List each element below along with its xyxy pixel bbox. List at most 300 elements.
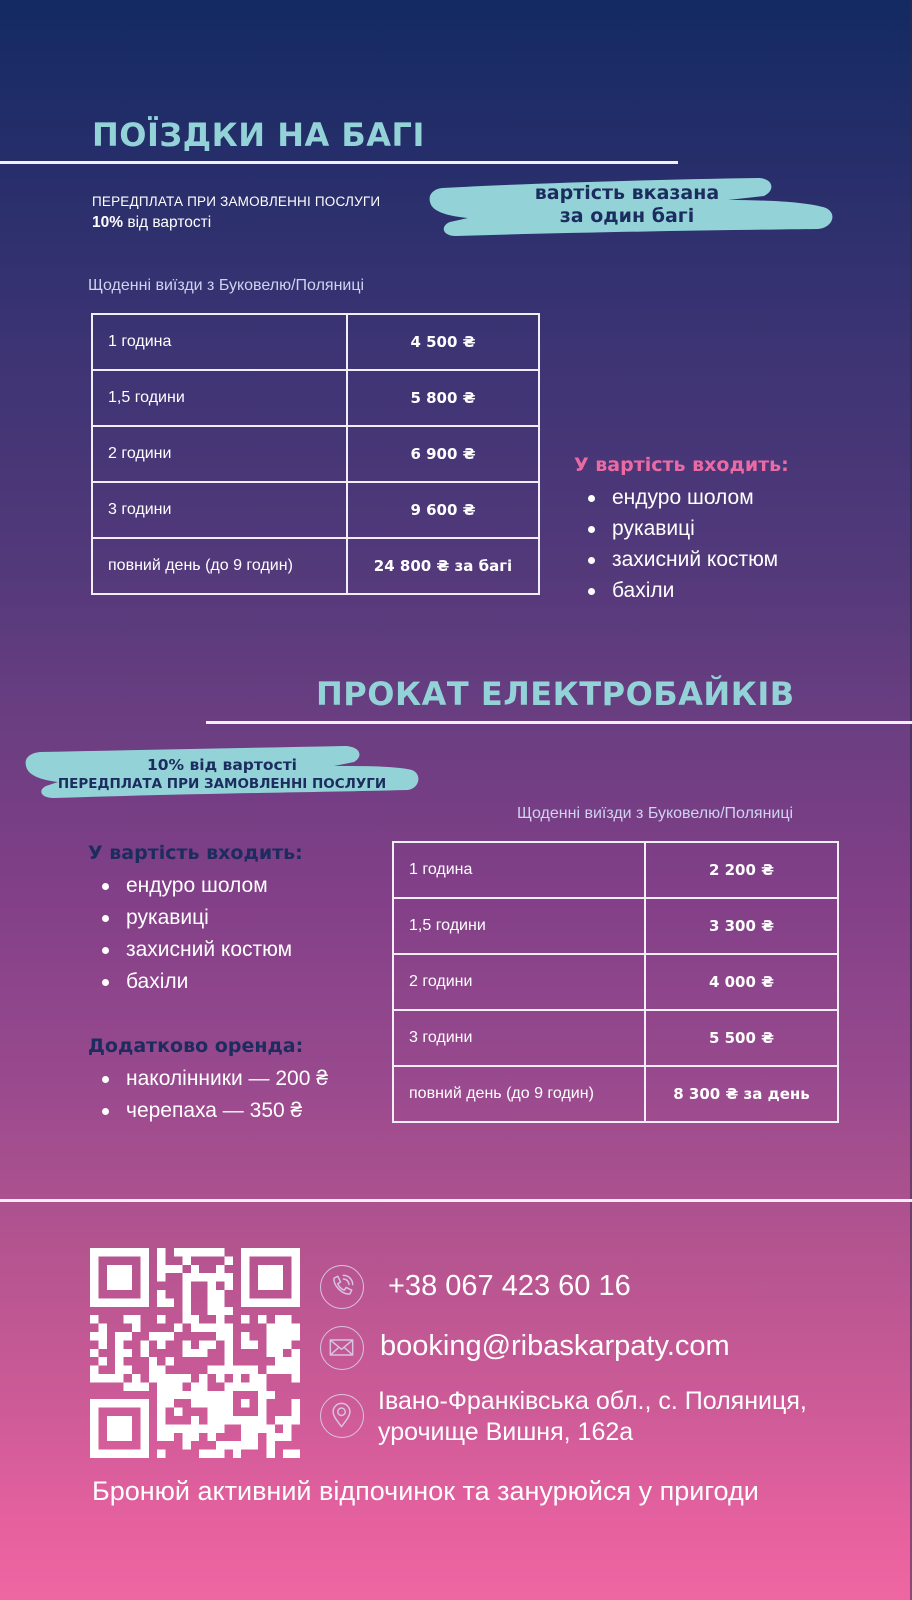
qr-module — [107, 1298, 115, 1306]
qr-module — [140, 1290, 148, 1298]
qr-module — [124, 1424, 132, 1432]
buggy-prepay-suffix: від вартості — [123, 214, 212, 231]
qr-module — [182, 1282, 190, 1290]
phone-number[interactable]: +38 067 423 60 16 — [388, 1270, 631, 1302]
qr-module — [199, 1273, 207, 1281]
qr-module — [292, 1290, 300, 1298]
qr-module — [208, 1366, 216, 1374]
qr-module — [216, 1248, 224, 1256]
qr-module — [174, 1374, 182, 1382]
qr-module — [224, 1382, 232, 1390]
qr-module — [266, 1248, 274, 1256]
buggy-prepay-percent: 10% — [92, 214, 124, 231]
qr-module — [208, 1391, 216, 1399]
qr-module — [124, 1366, 132, 1374]
list-item: захисний костюм — [88, 934, 292, 966]
qr-module — [107, 1248, 115, 1256]
qr-module — [241, 1366, 249, 1374]
buggy-daily-trips: Щоденні виїзди з Буковелю/Поляниці — [88, 277, 365, 294]
qr-module — [182, 1349, 190, 1357]
qr-module — [132, 1315, 140, 1323]
qr-module — [250, 1340, 258, 1348]
qr-module — [124, 1273, 132, 1281]
qr-module — [124, 1349, 132, 1357]
qr-module — [199, 1374, 207, 1382]
table-row — [92, 314, 539, 370]
address-line2: урочище Вишня, 162а — [378, 1418, 634, 1446]
qr-module — [283, 1248, 291, 1256]
qr-module — [266, 1282, 274, 1290]
qr-module — [283, 1357, 291, 1365]
qr-module — [258, 1382, 266, 1390]
table-row — [393, 898, 838, 954]
qr-module — [174, 1324, 182, 1332]
qr-module — [124, 1382, 132, 1390]
qr-module — [224, 1256, 232, 1264]
qr-module — [224, 1273, 232, 1281]
qr-module — [182, 1340, 190, 1348]
qr-module — [224, 1340, 232, 1348]
qr-module — [275, 1416, 283, 1424]
qr-module — [233, 1366, 241, 1374]
qr-module — [98, 1332, 106, 1340]
qr-module — [166, 1424, 174, 1432]
table-row — [92, 482, 539, 538]
qr-module — [124, 1298, 132, 1306]
qr-module — [191, 1273, 199, 1281]
qr-module — [266, 1324, 274, 1332]
phone-icon — [320, 1265, 364, 1309]
tagline: Бронюй активний відпочинок та занурюйся у пригоди — [92, 1476, 759, 1506]
qr-module — [149, 1357, 157, 1365]
qr-module — [191, 1324, 199, 1332]
qr-module — [90, 1441, 98, 1449]
qr-module — [132, 1374, 140, 1382]
qr-module — [216, 1332, 224, 1340]
qr-module — [292, 1298, 300, 1306]
qr-module — [199, 1424, 207, 1432]
qr-module — [157, 1450, 165, 1458]
qr-module — [149, 1366, 157, 1374]
qr-module — [233, 1416, 241, 1424]
qr-module — [107, 1399, 115, 1407]
qr-module — [157, 1290, 165, 1298]
qr-module — [182, 1273, 190, 1281]
qr-module — [275, 1324, 283, 1332]
qr-module — [157, 1374, 165, 1382]
qr-module — [266, 1441, 274, 1449]
qr-module — [266, 1273, 274, 1281]
qr-module — [216, 1374, 224, 1382]
qr-module — [149, 1332, 157, 1340]
qr-module — [166, 1374, 174, 1382]
qr-module — [174, 1408, 182, 1416]
qr-module — [233, 1382, 241, 1390]
qr-module — [98, 1374, 106, 1382]
duration-cell: 1,5 години — [393, 898, 645, 954]
ebike-prepay-note — [24, 744, 420, 804]
qr-module — [275, 1298, 283, 1306]
qr-module — [208, 1340, 216, 1348]
qr-module — [275, 1340, 283, 1348]
table-row — [393, 1066, 838, 1122]
qr-module — [266, 1433, 274, 1441]
qr-module — [224, 1282, 232, 1290]
ebike-price-table — [392, 841, 839, 1123]
duration-cell: 2 години — [393, 954, 645, 1010]
qr-module — [250, 1366, 258, 1374]
qr-module — [258, 1298, 266, 1306]
qr-module — [174, 1424, 182, 1432]
qr-module — [140, 1450, 148, 1458]
qr-module — [182, 1424, 190, 1432]
qr-module — [233, 1450, 241, 1458]
qr-module — [250, 1298, 258, 1306]
qr-module — [166, 1265, 174, 1273]
qr-module — [275, 1282, 283, 1290]
price-cell: 4 500 ₴ — [347, 314, 539, 370]
qr-module — [124, 1265, 132, 1273]
qr-module — [182, 1298, 190, 1306]
qr-module — [90, 1424, 98, 1432]
map-pin-icon — [320, 1394, 364, 1438]
qr-module — [182, 1441, 190, 1449]
qr-module — [208, 1282, 216, 1290]
duration-cell: повний день (до 9 годин) — [92, 538, 347, 594]
qr-module — [174, 1248, 182, 1256]
qr-module — [182, 1248, 190, 1256]
qr-code[interactable] — [90, 1248, 300, 1458]
qr-module — [216, 1366, 224, 1374]
qr-module — [115, 1450, 123, 1458]
qr-module — [292, 1332, 300, 1340]
qr-module — [224, 1357, 232, 1365]
list-item: наколінники — 200 ₴ — [88, 1063, 328, 1095]
qr-module — [216, 1441, 224, 1449]
qr-module — [216, 1265, 224, 1273]
qr-module — [115, 1399, 123, 1407]
qr-module — [233, 1441, 241, 1449]
qr-module — [191, 1391, 199, 1399]
qr-module — [157, 1382, 165, 1390]
qr-module — [157, 1391, 165, 1399]
qr-module — [283, 1340, 291, 1348]
qr-module — [208, 1450, 216, 1458]
qr-module — [258, 1315, 266, 1323]
duration-cell: 1 година — [393, 842, 645, 898]
qr-module — [266, 1391, 274, 1399]
buggy-price-table — [91, 313, 540, 595]
qr-module — [140, 1340, 148, 1348]
qr-module — [157, 1433, 165, 1441]
qr-module — [275, 1315, 283, 1323]
qr-module — [224, 1399, 232, 1407]
qr-module — [208, 1424, 216, 1432]
ebike-note-line2: ПЕРЕДПЛАТА ПРИ ЗАМОВЛЕННІ ПОСЛУГИ — [57, 776, 387, 792]
email-address[interactable]: booking@ribaskarpaty.com — [380, 1330, 730, 1362]
qr-module — [266, 1332, 274, 1340]
qr-module — [140, 1282, 148, 1290]
qr-module — [132, 1382, 140, 1390]
qr-module — [166, 1391, 174, 1399]
qr-module — [140, 1433, 148, 1441]
qr-module — [241, 1332, 249, 1340]
qr-module — [241, 1273, 249, 1281]
qr-module — [224, 1366, 232, 1374]
qr-module — [157, 1248, 165, 1256]
qr-module — [224, 1441, 232, 1449]
qr-module — [166, 1332, 174, 1340]
qr-module — [90, 1366, 98, 1374]
qr-module — [132, 1248, 140, 1256]
qr-module — [90, 1349, 98, 1357]
qr-module — [216, 1450, 224, 1458]
qr-module — [157, 1366, 165, 1374]
qr-module — [132, 1399, 140, 1407]
qr-module — [132, 1450, 140, 1458]
qr-module — [208, 1307, 216, 1315]
qr-module — [208, 1416, 216, 1424]
qr-module — [107, 1424, 115, 1432]
qr-module — [241, 1424, 249, 1432]
buggy-prepay-line — [92, 214, 211, 232]
qr-module — [250, 1382, 258, 1390]
qr-module — [174, 1391, 182, 1399]
qr-module — [140, 1298, 148, 1306]
qr-module — [140, 1424, 148, 1432]
qr-module — [166, 1382, 174, 1390]
qr-module — [132, 1298, 140, 1306]
qr-module — [157, 1298, 165, 1306]
qr-module — [241, 1265, 249, 1273]
qr-module — [107, 1433, 115, 1441]
qr-module — [292, 1265, 300, 1273]
table-row — [393, 842, 838, 898]
qr-module — [292, 1349, 300, 1357]
qr-module — [98, 1324, 106, 1332]
ebike-extra-list — [88, 1063, 328, 1127]
qr-module — [275, 1273, 283, 1281]
qr-module — [266, 1340, 274, 1348]
qr-module — [149, 1374, 157, 1382]
qr-module — [115, 1357, 123, 1365]
qr-module — [107, 1265, 115, 1273]
qr-module — [182, 1290, 190, 1298]
qr-module — [216, 1399, 224, 1407]
qr-module — [107, 1416, 115, 1424]
qr-module — [292, 1282, 300, 1290]
price-cell: 24 800 ₴ за багі — [347, 538, 539, 594]
qr-module — [140, 1349, 148, 1357]
qr-module — [224, 1307, 232, 1315]
ebike-title: ПРОКАТ ЕЛЕКТРОБАЙКІВ — [316, 675, 795, 713]
qr-module — [224, 1324, 232, 1332]
qr-module — [258, 1265, 266, 1273]
qr-module — [292, 1399, 300, 1407]
qr-module — [283, 1424, 291, 1432]
qr-module — [115, 1340, 123, 1348]
qr-module — [216, 1416, 224, 1424]
qr-module — [115, 1366, 123, 1374]
qr-module — [90, 1248, 98, 1256]
qr-module — [250, 1433, 258, 1441]
qr-module — [241, 1340, 249, 1348]
qr-module — [90, 1450, 98, 1458]
qr-module — [124, 1433, 132, 1441]
qr-module — [157, 1416, 165, 1424]
qr-module — [241, 1399, 249, 1407]
qr-module — [124, 1248, 132, 1256]
qr-module — [199, 1248, 207, 1256]
qr-module — [115, 1416, 123, 1424]
qr-module — [140, 1416, 148, 1424]
qr-module — [191, 1265, 199, 1273]
qr-module — [241, 1290, 249, 1298]
qr-module — [182, 1315, 190, 1323]
qr-module — [208, 1298, 216, 1306]
qr-module — [266, 1450, 274, 1458]
qr-module — [292, 1408, 300, 1416]
qr-module — [283, 1298, 291, 1306]
qr-module — [191, 1382, 199, 1390]
qr-module — [124, 1315, 132, 1323]
qr-module — [208, 1324, 216, 1332]
buggy-note-line1: вартість вказана — [534, 182, 720, 204]
qr-module — [115, 1332, 123, 1340]
qr-module — [107, 1374, 115, 1382]
ebike-daily-trips: Щоденні виїзди з Буковелю/Поляниці — [517, 805, 794, 822]
list-item: бахіли — [574, 575, 778, 606]
list-item: ендуро шолом — [574, 482, 778, 513]
ebike-included-list — [88, 870, 292, 998]
qr-module — [124, 1416, 132, 1424]
qr-module — [216, 1290, 224, 1298]
duration-cell: 3 години — [92, 482, 347, 538]
qr-module — [258, 1416, 266, 1424]
ebike-note-line1: 10% від вартості — [146, 756, 297, 774]
qr-module — [216, 1307, 224, 1315]
table-row — [393, 954, 838, 1010]
qr-module — [191, 1424, 199, 1432]
qr-module — [258, 1374, 266, 1382]
qr-module — [157, 1424, 165, 1432]
qr-module — [98, 1450, 106, 1458]
price-cell: 2 200 ₴ — [645, 842, 838, 898]
qr-module — [258, 1273, 266, 1281]
table-row — [92, 426, 539, 482]
qr-module — [115, 1433, 123, 1441]
qr-module — [191, 1315, 199, 1323]
ebike-extra-title: Додатково оренда: — [88, 1035, 304, 1057]
qr-module — [182, 1391, 190, 1399]
qr-module — [292, 1374, 300, 1382]
qr-module — [266, 1366, 274, 1374]
qr-module — [292, 1324, 300, 1332]
qr-module — [174, 1382, 182, 1390]
qr-module — [140, 1441, 148, 1449]
buggy-included-list — [574, 482, 778, 606]
qr-module — [241, 1441, 249, 1449]
table-row — [92, 538, 539, 594]
qr-module — [90, 1256, 98, 1264]
qr-module — [199, 1391, 207, 1399]
buggy-included-title: У вартість входить: — [574, 454, 789, 476]
qr-module — [199, 1349, 207, 1357]
qr-module — [90, 1399, 98, 1407]
qr-module — [275, 1332, 283, 1340]
qr-module — [90, 1273, 98, 1281]
qr-module — [292, 1416, 300, 1424]
qr-module — [216, 1408, 224, 1416]
qr-module — [191, 1416, 199, 1424]
qr-module — [283, 1366, 291, 1374]
qr-module — [250, 1374, 258, 1382]
qr-module — [157, 1340, 165, 1348]
table-row — [393, 1010, 838, 1066]
qr-module — [224, 1408, 232, 1416]
qr-module — [266, 1424, 274, 1432]
qr-module — [182, 1307, 190, 1315]
duration-cell: 1 година — [92, 314, 347, 370]
list-item: рукавиці — [574, 513, 778, 544]
qr-module — [266, 1298, 274, 1306]
qr-module — [241, 1433, 249, 1441]
qr-module — [157, 1399, 165, 1407]
list-item: ендуро шолом — [88, 870, 292, 902]
qr-module — [115, 1298, 123, 1306]
qr-module — [208, 1273, 216, 1281]
qr-module — [224, 1391, 232, 1399]
qr-module — [266, 1265, 274, 1273]
qr-module — [166, 1298, 174, 1306]
qr-module — [90, 1416, 98, 1424]
qr-module — [124, 1332, 132, 1340]
qr-module — [115, 1265, 123, 1273]
qr-module — [124, 1282, 132, 1290]
qr-module — [90, 1265, 98, 1273]
qr-module — [98, 1357, 106, 1365]
qr-module — [250, 1424, 258, 1432]
qr-module — [275, 1349, 283, 1357]
qr-module — [90, 1298, 98, 1306]
qr-module — [208, 1399, 216, 1407]
qr-module — [208, 1248, 216, 1256]
price-cell: 6 900 ₴ — [347, 426, 539, 482]
qr-module — [216, 1324, 224, 1332]
address-line1: Івано-Франківська обл., с. Поляниця, — [378, 1387, 807, 1415]
qr-module — [107, 1273, 115, 1281]
qr-module — [258, 1282, 266, 1290]
ebike-title-rule — [206, 721, 912, 724]
ebike-included-title: У вартість входить: — [88, 842, 303, 864]
qr-module — [166, 1357, 174, 1365]
qr-module — [224, 1416, 232, 1424]
qr-module — [224, 1349, 232, 1357]
qr-module — [140, 1265, 148, 1273]
qr-module — [166, 1399, 174, 1407]
price-cell: 3 300 ₴ — [645, 898, 838, 954]
qr-module — [191, 1433, 199, 1441]
qr-module — [191, 1349, 199, 1357]
qr-module — [115, 1349, 123, 1357]
qr-module — [124, 1399, 132, 1407]
qr-module — [292, 1248, 300, 1256]
qr-module — [199, 1340, 207, 1348]
qr-module — [140, 1382, 148, 1390]
qr-module — [283, 1332, 291, 1340]
qr-module — [191, 1399, 199, 1407]
qr-module — [283, 1433, 291, 1441]
